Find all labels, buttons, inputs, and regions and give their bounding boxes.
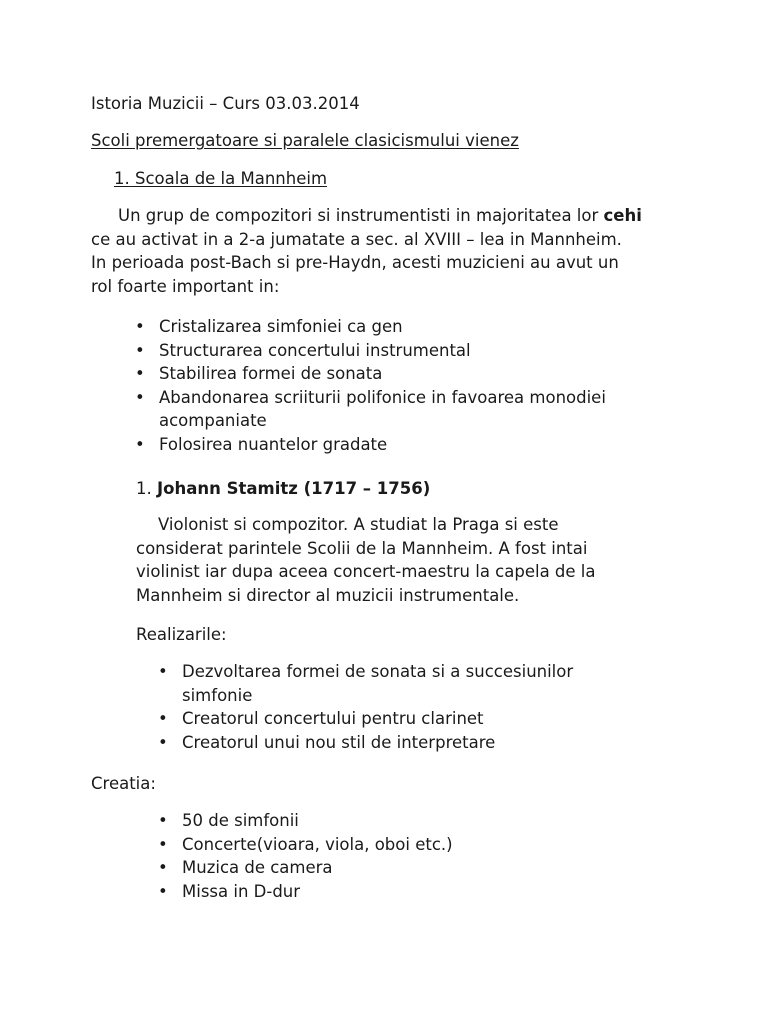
bio-paragraph: [136, 513, 736, 607]
bullet-icon: •: [158, 709, 168, 728]
bullet-icon: •: [158, 881, 168, 901]
list-item: • Muzica de camera: [158, 856, 608, 880]
bio-line: Mannheim si director al muzicii instrumentale.: [136, 585, 520, 605]
list-item: • Creatorul concertului pentru clarinet: [158, 707, 608, 731]
bullet-icon: •: [135, 340, 145, 360]
intro-line: In perioada post-Bach si pre-Haydn, acesti muzicieni au avut un: [91, 253, 619, 272]
list-item: • Abandonarea scriiturii polifonice in favoarea monodiei acompaniate: [135, 387, 606, 430]
subsection-heading: [136, 477, 430, 501]
subsection-title: Johann Stamitz (1717 – 1756): [157, 479, 431, 498]
bio-line: Violonist si compozitor. A studiat la Praga si este: [158, 515, 559, 534]
roles-list: [135, 315, 655, 456]
document-header: Istoria Muzicii – Curs 03.03.2014: [91, 94, 360, 113]
bullet-icon: •: [135, 434, 145, 454]
main-title: Scoli premergatoare si paralele clasicismului vienez: [91, 131, 519, 150]
bullet-icon: •: [135, 387, 145, 407]
bio-line: considerat parintele Scolii de la Mannheim. A fost intai: [136, 538, 588, 558]
list-item: • 50 de simfonii: [158, 809, 608, 833]
intro-line: Un grup de compozitori si instrumentisti in majoritatea lor cehi: [118, 206, 642, 225]
intro-line: ce au activat in a 2-a jumatate a sec. al XVIII – lea in Mannheim.: [91, 229, 622, 249]
bullet-icon: •: [158, 858, 168, 877]
achievements-label: Realizarile:: [136, 625, 227, 644]
list-item: • Concerte(vioara, viola, oboi etc.): [158, 833, 608, 857]
works-list: [158, 809, 608, 903]
intro-paragraph: [91, 204, 731, 298]
bold-word: cehi: [603, 206, 642, 225]
list-item: • Dezvoltarea formei de sonata si a succesiunilor simfonie: [158, 662, 574, 705]
section-heading: [114, 167, 327, 191]
achievements-list: [158, 660, 608, 754]
bullet-icon: •: [135, 364, 145, 383]
list-item: • Folosirea nuantelor gradate: [135, 433, 655, 457]
bullet-icon: •: [158, 732, 168, 752]
section-number: 1.: [114, 169, 130, 188]
section-title: Scoala de la Mannheim: [135, 169, 328, 188]
bullet-icon: •: [158, 834, 168, 854]
list-item: • Structurarea concertului instrumental: [135, 339, 655, 363]
list-item: • Creatorul unui nou stil de interpretare: [158, 731, 608, 755]
bullet-icon: •: [135, 317, 145, 336]
list-item: • Stabilirea formei de sonata: [135, 362, 655, 386]
bio-line: violinist iar dupa aceea concert-maestru la capela de la: [136, 562, 596, 581]
bullet-icon: •: [158, 811, 168, 830]
subsection-number: 1.: [136, 479, 152, 498]
creation-label: Creatia:: [91, 774, 156, 793]
intro-line: rol foarte important in:: [91, 276, 280, 296]
list-item: • Cristalizarea simfoniei ca gen: [135, 315, 655, 339]
list-item: • Missa in D-dur: [158, 880, 608, 904]
bullet-icon: •: [158, 662, 168, 681]
